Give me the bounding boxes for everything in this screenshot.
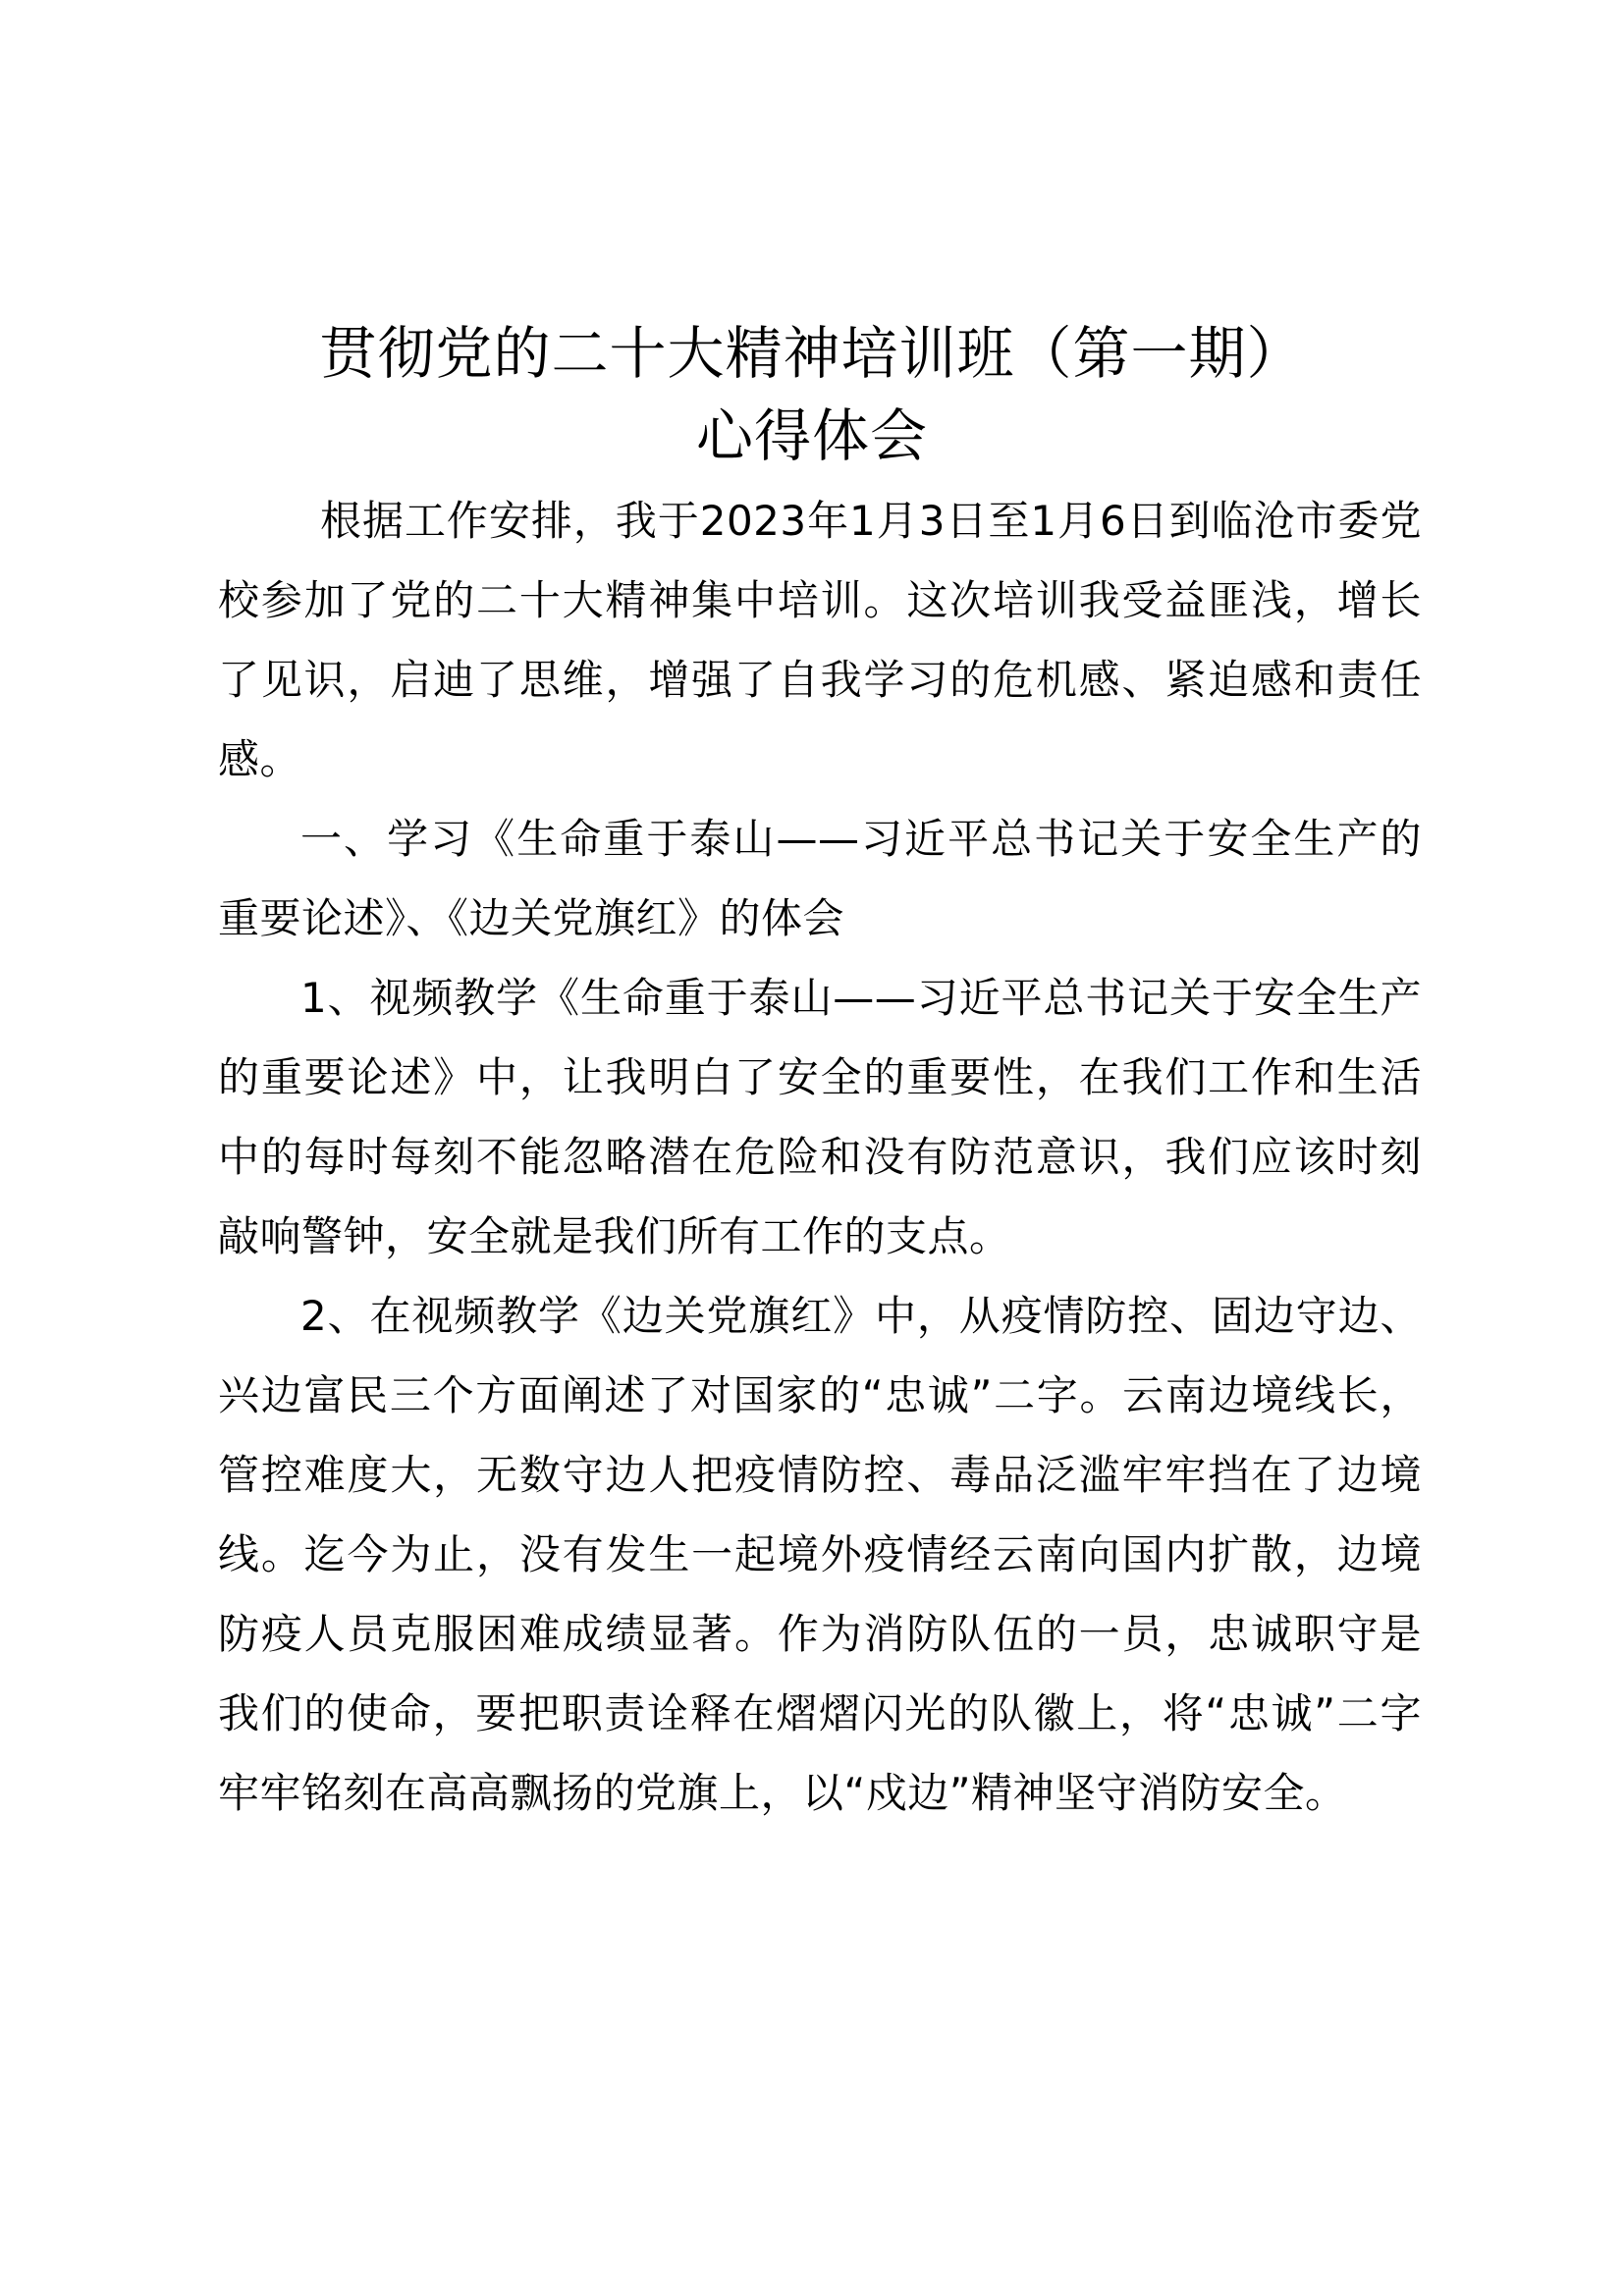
paragraph-point-2: 2、在视频教学《边关党旗红》中，从疫情防控、固边守边、兴边富民三个方面阐述了对国家的“忠诚”二字。云南边境线长，管控难度大，无数守边人把疫情防控、毒品泛滥牢牢挡在了边境线。迄今为止，没有发生一起境外疫情经云南向国内扩散，边境防疫人员克服困难成绩显著。作为消防队伍的一员，忠诚职守是我们的使命，要把职责诠释在熠熠闪光的队徽上，将“忠诚”二字牢牢铭刻在高高飘扬的党旗上，以“戍边”精神坚守消防安全。 [218,1292,1422,1817]
document-title [218,312,1406,477]
paragraph-point-1: 1、视频教学《生命重于泰山——习近平总书记关于安全生产的重要论述》中，让我明白了安全的重要性，在我们工作和生活中的每时每刻不能忽略潜在危险和没有防范意识，我们应该时刻敲响警钟，安全就是我们所有工作的支点。 [218,974,1422,1260]
title-line-1: 贯彻党的二十大精神培训班（第一期） [319,320,1305,387]
title-line-2: 心得体会 [695,402,928,469]
paragraph-intro: 根据工作安排，我于2023年1月3日至1月6日到临沧市委党校参加了党的二十大精神集中培训。这次培训我受益匪浅，增长了见识，启迪了思维，增强了自我学习的危机感、紧迫感和责任感。 [218,497,1422,783]
paragraph-section-heading: 一、学习《生命重于泰山——习近平总书记关于安全生产的重要论述》、《边关党旗红》的体会 [218,815,1422,942]
document-body [218,481,1422,1833]
